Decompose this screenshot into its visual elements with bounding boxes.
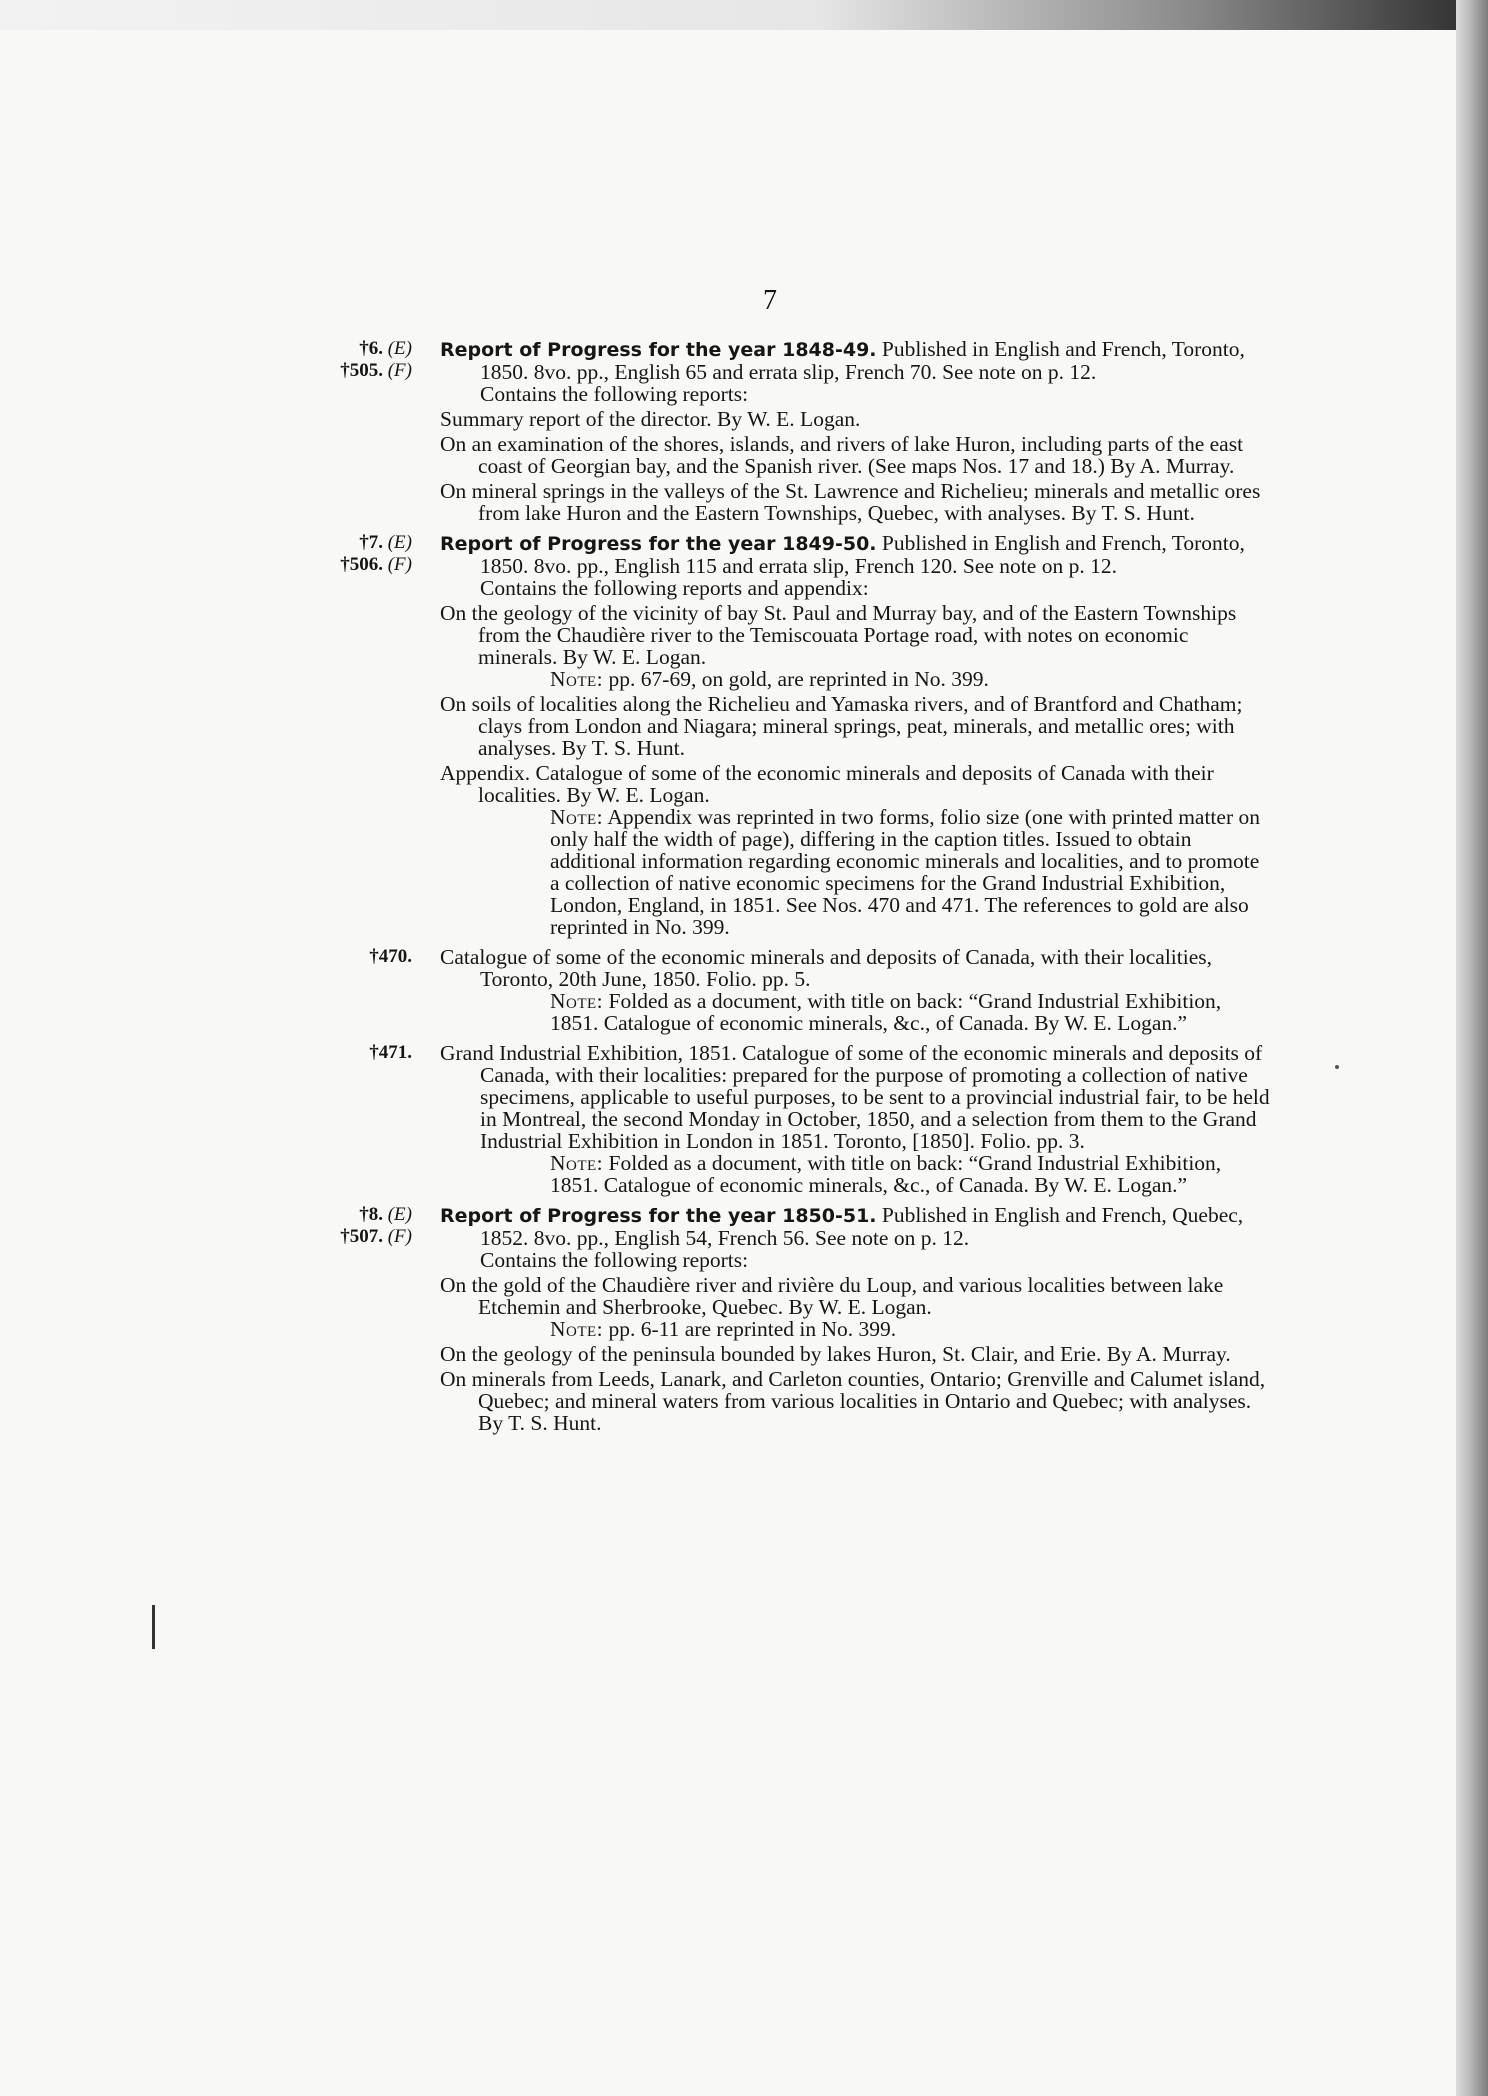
bibliography-entry: [300, 532, 1270, 938]
entry-numbers: [297, 338, 412, 382]
entry-title: Report of Progress for the year 1849-50.: [440, 533, 877, 555]
entry-numbers: [297, 532, 412, 576]
note: [550, 1152, 1270, 1196]
note-label: Note:: [550, 667, 604, 691]
entry-numbers: [297, 1042, 412, 1064]
language-code: (F): [387, 554, 412, 575]
bibliography-entry: [300, 338, 1270, 524]
report-item: On the geology of the vicinity of bay St. Paul and Murray bay, and of the Eastern Townships from the Chaudière river to the Temiscouata Portage road, with notes on economic minerals. By W. E. Logan.: [440, 601, 1237, 669]
entry-main: [440, 1204, 1270, 1249]
contents-heading: Contains the following reports:: [480, 1248, 749, 1272]
publication-details: Catalogue of some of the economic minerals and deposits of Canada, with their localities, Toronto, 20th June, 1850. Folio. pp. 5.: [440, 945, 1212, 991]
bibliography-entry: [300, 1042, 1270, 1196]
entry-title: Report of Progress for the year 1850-51.: [440, 1205, 877, 1227]
entry-number: †6.: [359, 338, 383, 359]
note-text: pp. 67-69, on gold, are reprinted in No. 399.: [608, 667, 989, 691]
language-code: (E): [387, 1204, 412, 1225]
entry-main: [440, 532, 1270, 577]
publication-details: Published in English and French, Toronto, 1850. 8vo. pp., English 65 and errata slip, French 70. See note on p. 12.: [480, 337, 1245, 384]
entry-number: †8.: [359, 1204, 383, 1225]
language-code: (F): [387, 360, 412, 381]
report-item: On mineral springs in the valleys of the St. Lawrence and Richelieu; minerals and metallic ores from lake Huron and the Eastern Townships, Quebec, with analyses. By T. S. Hunt.: [440, 479, 1261, 525]
note-label: Note:: [550, 1317, 604, 1341]
entry-title: Report of Progress for the year 1848-49.: [440, 339, 877, 361]
note: [550, 990, 1270, 1034]
entry-number: †471.: [369, 1042, 412, 1063]
entry-number: †506.: [340, 554, 383, 575]
note: [550, 1318, 1270, 1340]
bibliography-list: [300, 338, 1270, 1442]
report-item: Appendix. Catalogue of some of the economic minerals and deposits of Canada with their localities. By W. E. Logan.: [440, 761, 1214, 807]
document-page: [0, 30, 1456, 2096]
entry-number: †507.: [340, 1226, 383, 1247]
note: [550, 668, 1270, 690]
entry-number: †505.: [340, 360, 383, 381]
scan-top-edge: [0, 0, 1488, 30]
note-text: Folded as a document, with title on back: “Grand Industrial Exhibition, 1851. Catalogue of economic minerals, &c., of Canada. By W. E. Logan.”: [550, 989, 1222, 1035]
report-item: On minerals from Leeds, Lanark, and Carleton counties, Ontario; Grenville and Calumet island, Quebec; and mineral waters from various localities in Ontario and Quebec; with analyses. By T. S. Hunt.: [440, 1367, 1266, 1435]
page-number: 7: [763, 285, 777, 316]
bibliography-entry: [300, 1204, 1270, 1434]
report-item: On soils of localities along the Richelieu and Yamaska rivers, and of Brantford and Chatham; clays from London and Niagara; mineral springs, peat, minerals, and metallic ores; with analyses. By T. S. Hunt.: [440, 692, 1243, 760]
report-item: On an examination of the shores, islands, and rivers of lake Huron, including parts of the east coast of Georgian bay, and the Spanish river. (See maps Nos. 17 and 18.) By A. Murray.: [440, 432, 1244, 478]
note-label: Note:: [550, 989, 604, 1013]
scan-speck: [1335, 1065, 1339, 1069]
entry-numbers: [297, 946, 412, 968]
entry-numbers: [297, 1204, 412, 1248]
report-item: Summary report of the director. By W. E. Logan.: [440, 407, 861, 431]
bibliography-entry: [300, 946, 1270, 1034]
entry-main: [440, 946, 1270, 990]
note-text: pp. 6-11 are reprinted in No. 399.: [608, 1317, 897, 1341]
language-code: (F): [387, 1226, 412, 1247]
contents-heading: Contains the following reports and appendix:: [480, 576, 869, 600]
scan-margin-mark: [152, 1605, 155, 1649]
entry-number: †7.: [359, 532, 383, 553]
note-text: Folded as a document, with title on back: “Grand Industrial Exhibition, 1851. Catalogue of economic minerals, &c., of Canada. By W. E. Logan.”: [550, 1151, 1222, 1197]
note-label: Note:: [550, 805, 604, 829]
publication-details: Published in English and French, Quebec, 1852. 8vo. pp., English 54, French 56. See note on p. 12.: [480, 1203, 1244, 1250]
publication-details: Grand Industrial Exhibition, 1851. Catalogue of some of the economic minerals and deposits of Canada, with their localities: prepared for the purpose of promoting a collection of native specimens, applicable to useful purposes, to be sent to a provincial industrial fair, to be held in Montreal, the second Monday in October, 1850, and a selection from them to the Grand Industrial Exhibition in London in 1851. Toronto, [1850]. Folio. pp. 3.: [440, 1041, 1270, 1153]
entry-number: †470.: [369, 946, 412, 967]
entry-main: [440, 338, 1270, 383]
language-code: (E): [387, 338, 412, 359]
publication-details: Published in English and French, Toronto, 1850. 8vo. pp., English 115 and errata slip, French 120. See note on p. 12.: [480, 531, 1245, 578]
note: [550, 806, 1270, 938]
report-item: On the gold of the Chaudière river and rivière du Loup, and various localities between lake Etchemin and Sherbrooke, Quebec. By W. E. Logan.: [440, 1273, 1224, 1319]
entry-main: [440, 1042, 1270, 1152]
report-item: On the geology of the peninsula bounded by lakes Huron, St. Clair, and Erie. By A. Murray.: [440, 1342, 1231, 1366]
language-code: (E): [387, 532, 412, 553]
note-text: Appendix was reprinted in two forms, folio size (one with printed matter on only half the width of page), differing in the caption titles. Issued to obtain additional information regarding economic minerals and localities, and to promote a collection of native economic specimens for the Grand Industrial Exhibition, London, England, in 1851. See Nos. 470 and 471. The references to gold are also reprinted in No. 399.: [550, 805, 1260, 939]
note-label: Note:: [550, 1151, 604, 1175]
contents-heading: Contains the following reports:: [480, 382, 749, 406]
